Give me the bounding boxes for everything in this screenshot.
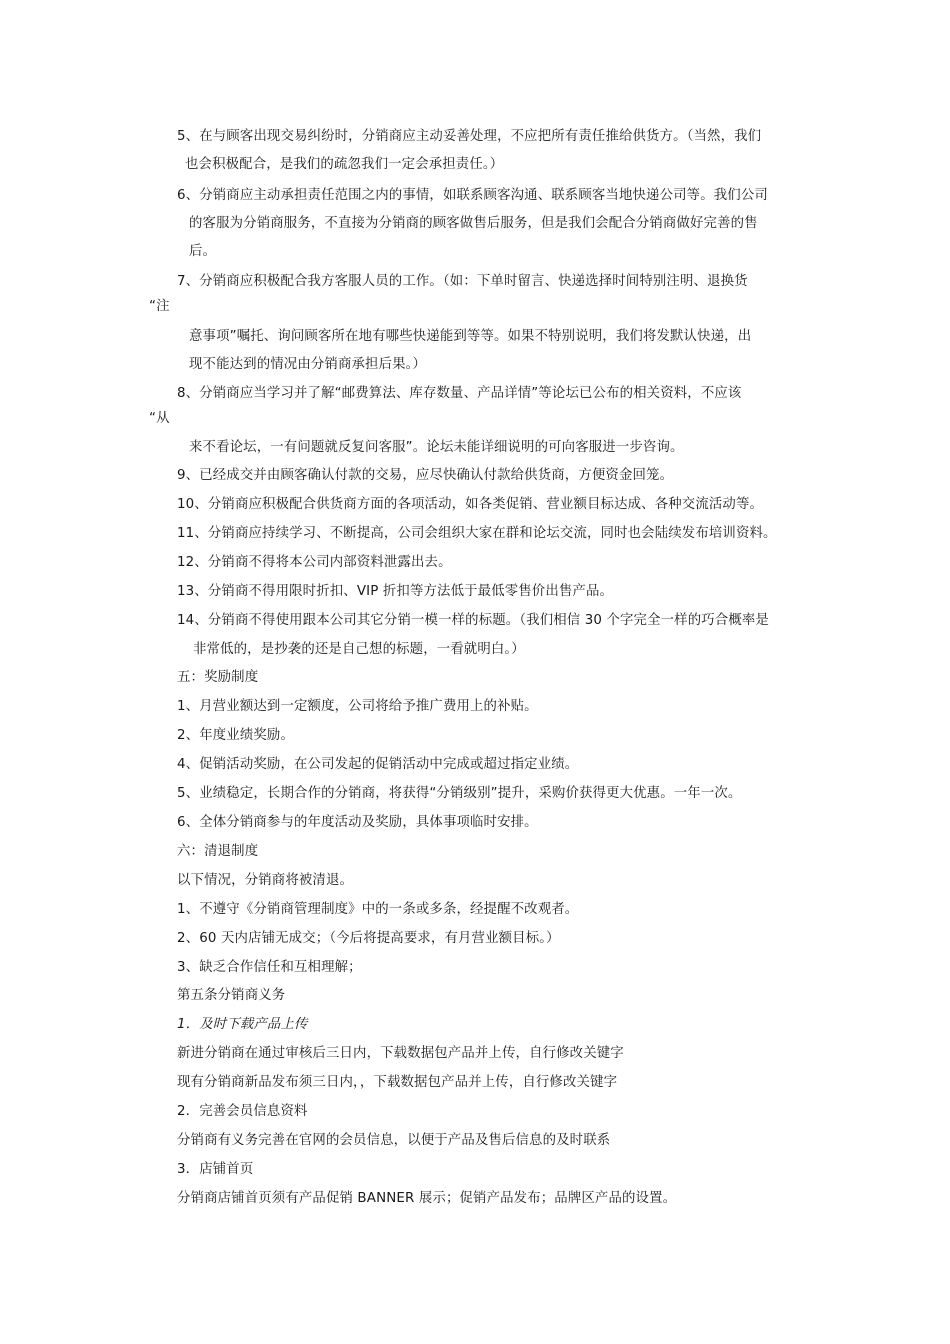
duty-2-heading: 2．完善会员信息资料 (177, 1104, 308, 1119)
removal-item-1: 1、不遵守《分销商管理制度》中的一条或多条，经提醒不改观者。 (177, 902, 579, 917)
item-7-line-4: 现不能达到的情况由分销商承担后果。） (189, 357, 427, 372)
reward-item-2: 2、年度业绩奖励。 (177, 728, 294, 743)
item-7-line-3: 意事项”嘱托、询问顾客所在地有哪些快递能到等等。如果不特别说明，我们将发默认快递，出 (189, 329, 752, 344)
item-12: 12、分销商不得将本公司内部资料泄露出去。 (177, 555, 452, 570)
item-7-line-1: 7、分销商应积极配合我方客服人员的工作。（如：下单时留言、快递选择时间特别注明、退换货 (177, 274, 748, 289)
section-heading-rewards: 五：奖励制度 (177, 670, 259, 685)
item-6-line-3: 后。 (189, 244, 217, 259)
item-5-line-2: 也会积极配合，是我们的疏忽我们一定会承担责任。） (185, 157, 504, 172)
duty-3-text: 分销商店铺首页须有产品促销 BANNER 展示；促销产品发布；品牌区产品的设置。 (177, 1191, 677, 1206)
item-10: 10、分销商应积极配合供货商方面的各项活动，如各类促销、营业额目标达成、各种交流活动等。 (177, 497, 764, 512)
item-14-line-2: 非常低的，是抄袭的还是自己想的标题，一看就明白。） (193, 642, 525, 657)
duty-2-text: 分销商有义务完善在官网的会员信息，以便于产品及售后信息的及时联系 (177, 1133, 611, 1148)
duty-1-heading: 1．及时下载产品上传 (177, 1017, 308, 1032)
removal-intro: 以下情况，分销商将被清退。 (177, 873, 354, 888)
duty-3-heading: 3．店铺首页 (177, 1162, 254, 1177)
item-11: 11、分销商应持续学习、不断提高，公司会组织大家在群和论坛交流，同时也会陆续发布培训资料。 (177, 526, 777, 541)
item-5-line-1: 5、在与顾客出现交易纠纷时，分销商应主动妥善处理，不应把所有责任推给供货方。（当然，我们 (177, 129, 762, 144)
reward-item-6: 6、全体分销商参与的年度活动及奖励，具体事项临时安排。 (177, 815, 538, 830)
duty-1-text-2: 现有分销商新品发布须三日内，，下载数据包产品并上传，自行修改关键字 (177, 1075, 618, 1090)
reward-item-1: 1、月营业额达到一定额度，公司将给予推广费用上的补贴。 (177, 699, 538, 714)
removal-item-3: 3、缺乏合作信任和互相理解； (177, 960, 362, 975)
item-6-line-2: 的客服为分销商服务，不直接为分销商的顾客做售后服务，但是我们会配合分销商做好完善的售 (189, 216, 758, 231)
item-7-line-2: “注 (149, 299, 170, 314)
removal-item-2: 2、60 天内店铺无成交；（今后将提高要求，有月营业额目标。） (177, 931, 560, 946)
item-6-line-1: 6、分销商应主动承担责任范围之内的事情，如联系顾客沟通、联系顾客当地快递公司等。我们公司 (177, 188, 768, 203)
duty-1-text-1: 新进分销商在通过审核后三日内，下载数据包产品并上传，自行修改关键字 (177, 1046, 624, 1061)
item-9: 9、已经成交并由顾客确认付款的交易，应尽快确认付款给供货商，方便资金回笼。 (177, 468, 674, 483)
item-8-line-2: “从 (149, 411, 170, 426)
item-13: 13、分销商不得用限时折扣、VIP 折扣等方法低于最低零售价出售产品。 (177, 584, 614, 599)
article-five-heading: 第五条分销商义务 (177, 988, 286, 1003)
item-8-line-1: 8、分销商应当学习并了解“邮费算法、库存数量、产品详情”等论坛已公布的相关资料，不应该 (177, 386, 742, 401)
reward-item-5: 5、业绩稳定，长期合作的分销商，将获得“分销级别”提升，采购价获得更大优惠。一年一次。 (177, 786, 742, 801)
item-8-line-3: 来不看论坛，一有问题就反复问客服”。论坛未能详细说明的可向客服进一步咨询。 (189, 440, 684, 455)
item-14-line-1: 14、分销商不得使用跟本公司其它分销一模一样的标题。（我们相信 30 个字完全一样的巧合概率是 (177, 613, 769, 628)
section-heading-removal: 六：清退制度 (177, 844, 259, 859)
reward-item-4: 4、促销活动奖励，在公司发起的促销活动中完成或超过指定业绩。 (177, 757, 579, 772)
